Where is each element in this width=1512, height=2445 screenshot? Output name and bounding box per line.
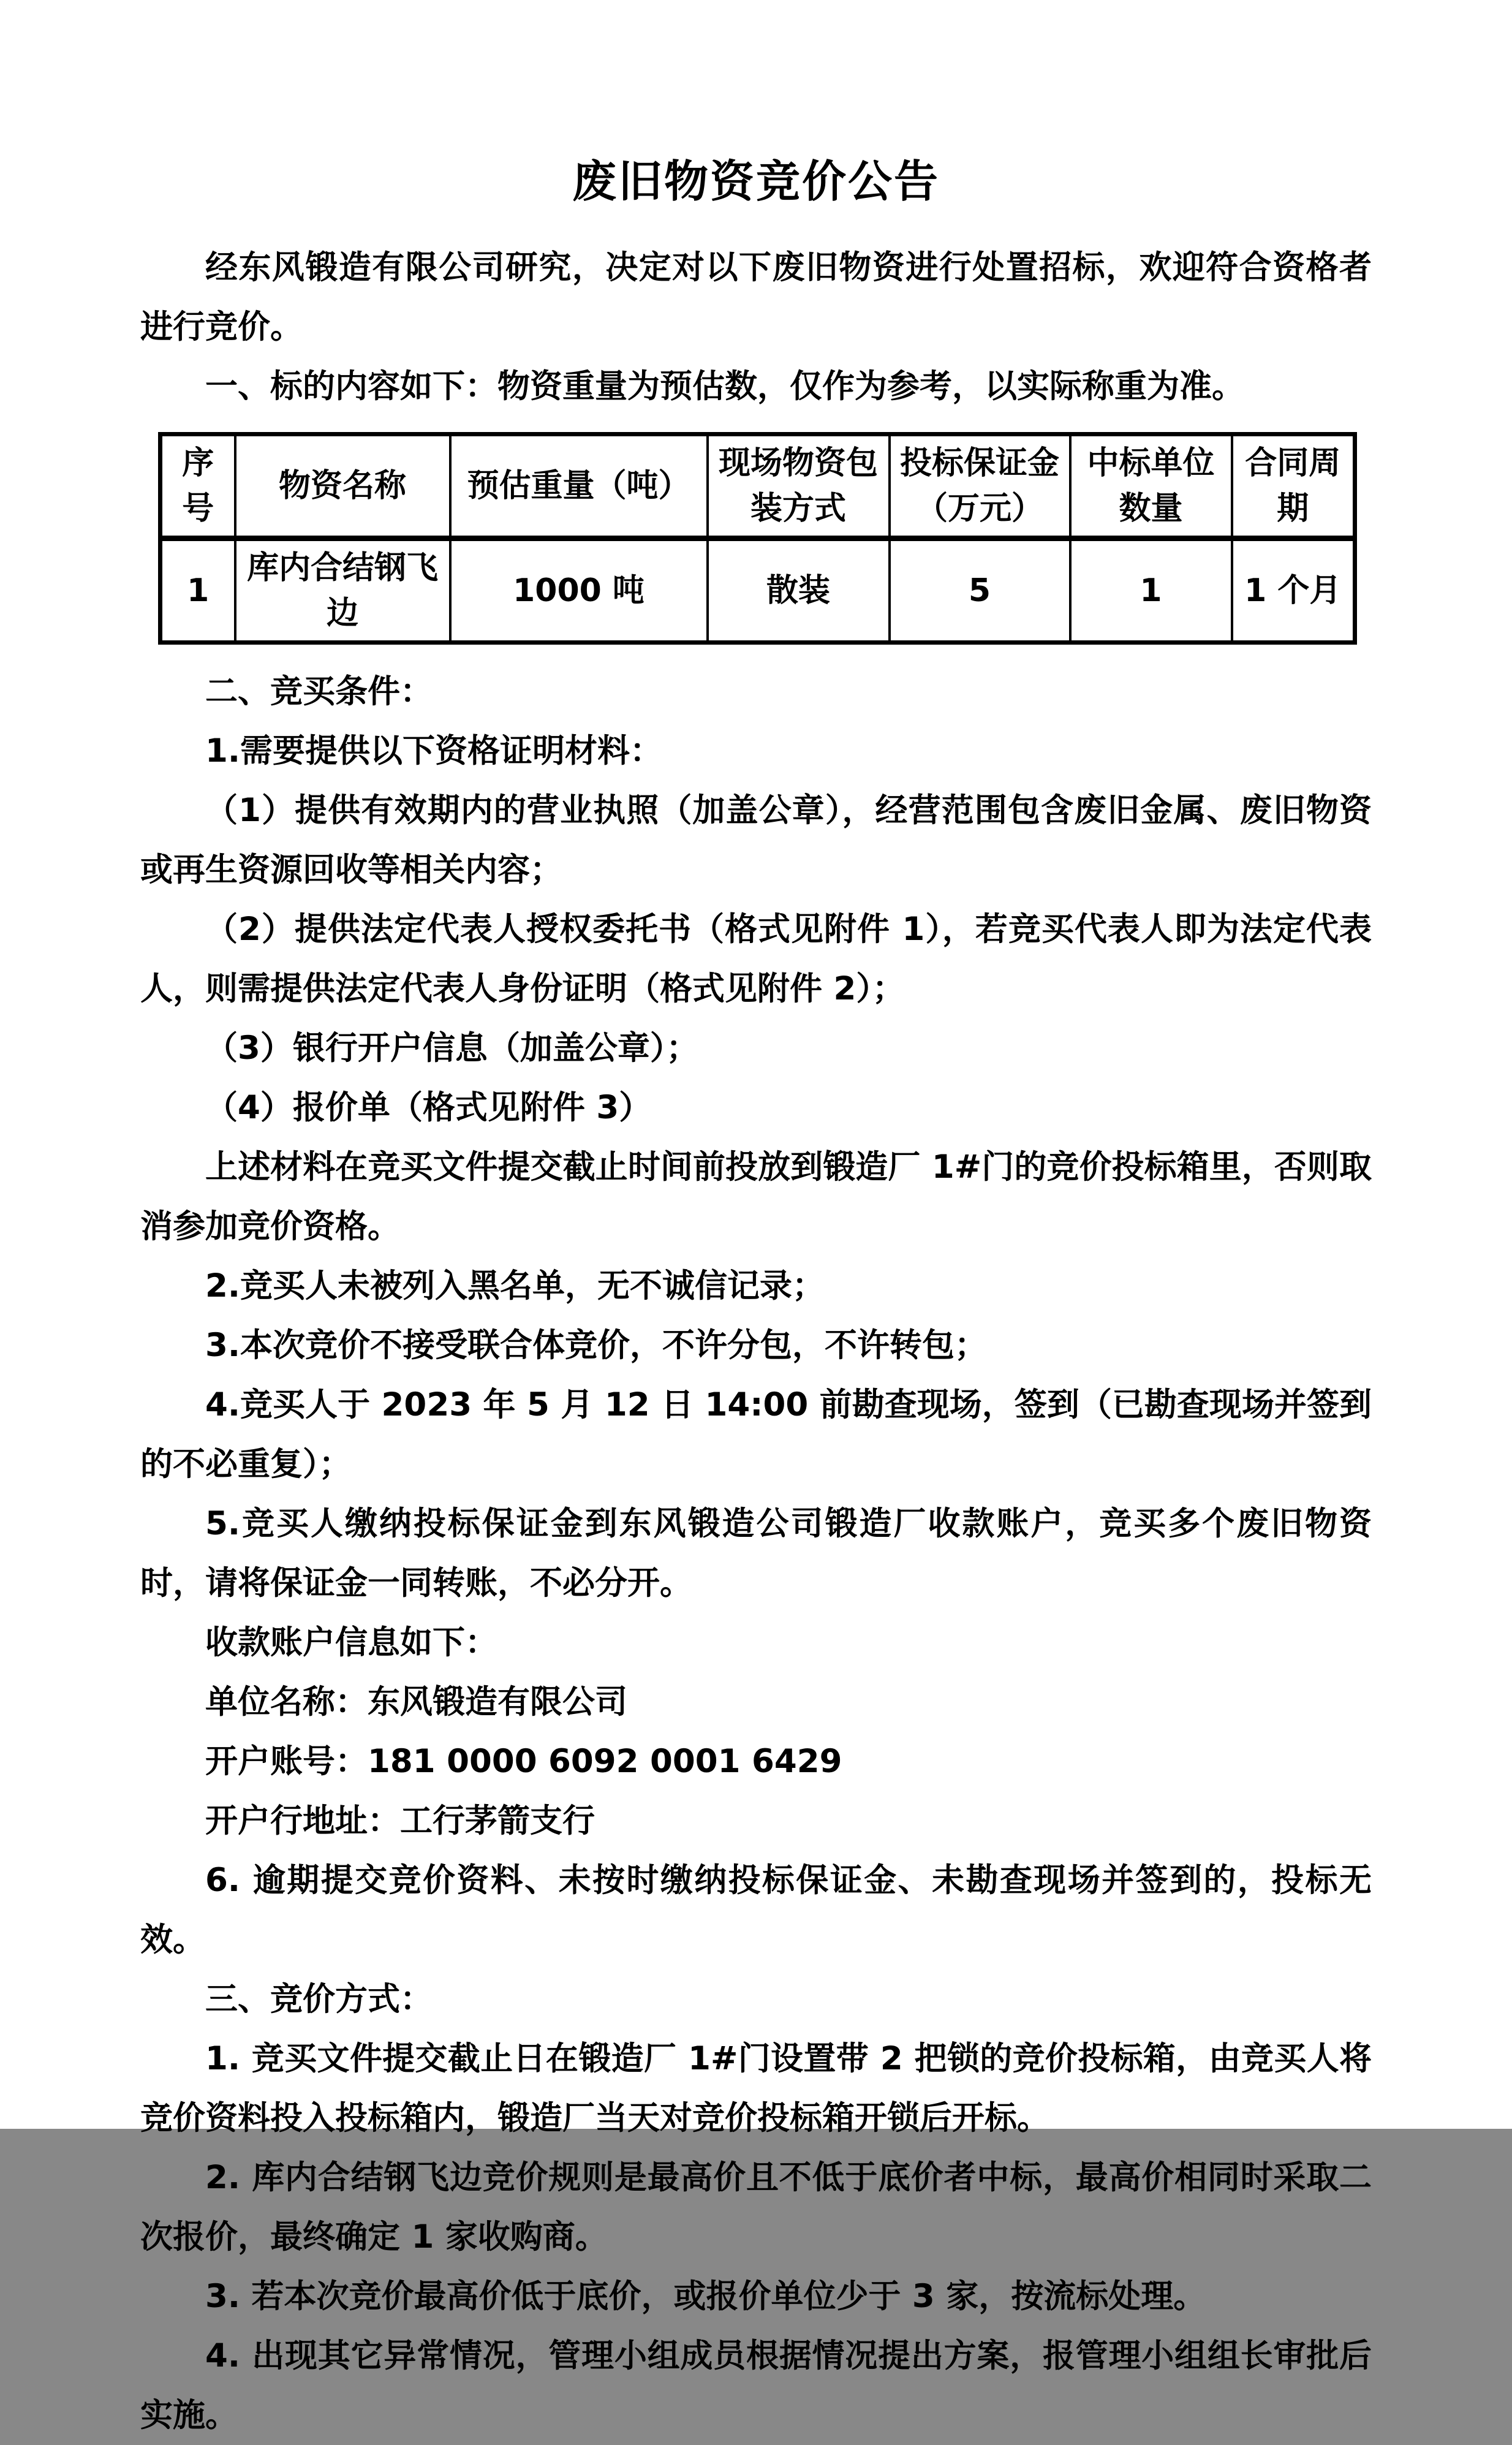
cell-winning-units: 1 bbox=[1070, 539, 1232, 643]
paragraph-failed-bid: 3. 若本次竞价最高价低于底价，或报价单位少于 3 家，按流标处理。 bbox=[205, 2278, 1206, 2315]
header-packaging-method: 现场物资包装方式 bbox=[708, 434, 890, 539]
header-material-name: 物资名称 bbox=[235, 434, 450, 539]
paragraph-bid-rule: 2. 库内合结钢飞边竞价规则是最高价且不低于底价者中标，最高价相同时采取二次报价，最终确定 1 家收购商。 bbox=[140, 2159, 1372, 2256]
document-content bbox=[140, 152, 1372, 2445]
document-title: 废旧物资竞价公告 bbox=[572, 156, 940, 207]
account-name-line: 单位名称：东风锻造有限公司 bbox=[205, 1683, 627, 1721]
cell-estimated-weight: 1000 吨 bbox=[450, 539, 708, 643]
intro-paragraph: 经东风锻造有限公司研究，决定对以下废旧物资进行处置招标，欢迎符合资格者进行竞价。 bbox=[140, 249, 1372, 346]
section-3-heading: 三、竞价方式： bbox=[205, 1981, 433, 2018]
header-winning-units: 中标单位数量 bbox=[1070, 434, 1232, 539]
paragraph-site-survey: 4.竞买人于 2023 年 5 月 12 日 14:00 前勘查现场，签到（已勘查现场并签到的不必重复）； bbox=[140, 1386, 1372, 1483]
cell-material-name: 库内合结钢飞边 bbox=[235, 539, 450, 643]
cell-packaging-method: 散装 bbox=[708, 539, 890, 643]
section-1-heading: 一、标的内容如下：物资重量为预估数，仅作为参考，以实际称重为准。 bbox=[205, 368, 1244, 405]
cell-bid-deposit: 5 bbox=[890, 539, 1070, 643]
paragraph-bid-box: 1. 竞买文件提交截止日在锻造厂 1#门设置带 2 把锁的竞价投标箱，由竞买人将竞价资料投入投标箱内，锻造厂当天对竞价投标箱开锁后开标。 bbox=[140, 2040, 1372, 2137]
table-header-row bbox=[161, 434, 1355, 539]
paragraph-quotation-sheet: （4）报价单（格式见附件 3） bbox=[205, 1089, 652, 1126]
bank-branch-line: 开户行地址：工行茅箭支行 bbox=[205, 1802, 595, 1840]
cell-serial-number: 1 bbox=[161, 539, 235, 643]
bid-items-table bbox=[158, 432, 1357, 645]
paragraph-no-consortium: 3.本次竞价不接受联合体竞价，不许分包，不许转包； bbox=[205, 1327, 988, 1364]
header-estimated-weight: 预估重量（吨） bbox=[450, 434, 708, 539]
header-serial-number: 序号 bbox=[161, 434, 235, 539]
paragraph-account-info-label: 收款账户信息如下： bbox=[205, 1624, 497, 1661]
paragraph-blacklist: 2.竞买人未被列入黑名单，无不诚信记录； bbox=[205, 1267, 825, 1305]
account-number-line: 开户账号：181 0000 6092 0001 6429 bbox=[205, 1743, 842, 1780]
paragraph-overdue-invalid: 6. 逾期提交竞价资料、未按时缴纳投标保证金、未勘查现场并签到的，投标无效。 bbox=[140, 1862, 1372, 1958]
paragraph-bank-account-info: （3）银行开户信息（加盖公章）； bbox=[205, 1029, 699, 1067]
paragraph-submission-deadline: 上述材料在竞买文件提交截止时间前投放到锻造厂 1#门的竞价投标箱里，否则取消参加竞价资格。 bbox=[140, 1148, 1372, 1245]
paragraph-qualification-materials: 1.需要提供以下资格证明材料： bbox=[205, 732, 663, 770]
paragraph-abnormal-situation: 4. 出现其它异常情况，管理小组成员根据情况提出方案，报管理小组组长审批后实施。 bbox=[140, 2337, 1372, 2434]
header-contract-period: 合同周期 bbox=[1232, 434, 1355, 539]
table-row bbox=[161, 539, 1355, 643]
paragraph-deposit-payment: 5.竞买人缴纳投标保证金到东风锻造公司锻造厂收款账户，竞买多个废旧物资时，请将保证金一同转账，不必分开。 bbox=[140, 1505, 1372, 1602]
paragraph-business-license: （1）提供有效期内的营业执照（加盖公章），经营范围包含废旧金属、废旧物资或再生资源回收等相关内容； bbox=[140, 792, 1372, 889]
section-2-heading: 二、竞买条件： bbox=[205, 673, 433, 710]
paragraph-authorization-letter: （2）提供法定代表人授权委托书（格式见附件 1），若竞买代表人即为法定代表人，则需提供法定代表人身份证明（格式见附件 2）； bbox=[140, 911, 1372, 1007]
header-bid-deposit: 投标保证金（万元） bbox=[890, 434, 1070, 539]
cell-contract-period: 1 个月 bbox=[1232, 539, 1355, 643]
